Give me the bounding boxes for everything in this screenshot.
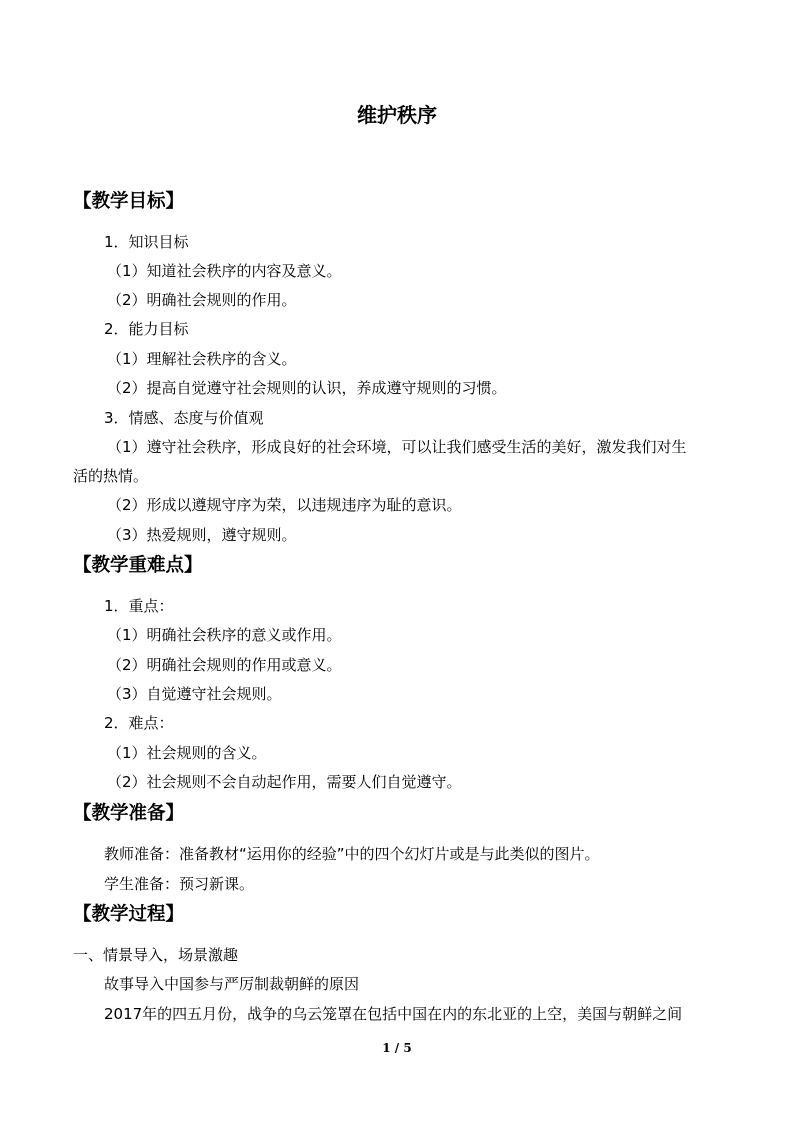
goals-line: 1．知识目标 xyxy=(104,233,189,251)
goals-line: （1）理解社会秩序的含义。 xyxy=(107,350,297,368)
keypoints-line: （2）社会规则不会自动起作用，需要人们自觉遵守。 xyxy=(107,773,462,791)
goals-line: 3．情感、态度与价值观 xyxy=(104,409,264,427)
goals-line: （3）热爱规则，遵守规则。 xyxy=(107,526,297,544)
prep-line: 教师准备：准备教材“运用你的经验”中的四个幻灯片或是与此类似的图片。 xyxy=(104,845,600,863)
goals-line: 2．能力目标 xyxy=(104,320,189,338)
keypoints-line: （3）自觉遵守社会规则。 xyxy=(107,685,282,703)
process-line: 一、情景导入，场景激趣 xyxy=(73,946,239,964)
goals-line: （2）形成以遵规守序为荣，以违规违序为耻的意识。 xyxy=(107,496,462,514)
document-title: 维护秩序 xyxy=(357,103,437,127)
keypoints-line: （1）明确社会秩序的意义或作用。 xyxy=(107,626,342,644)
section-heading-process: 【教学过程】 xyxy=(73,904,185,925)
keypoints-line: （2）明确社会规则的作用或意义。 xyxy=(107,656,342,674)
page-number: 1 / 5 xyxy=(382,1041,412,1055)
keypoints-line: 2．难点： xyxy=(104,714,174,732)
section-heading-keypoints: 【教学重难点】 xyxy=(73,555,203,576)
keypoints-line: 1．重点： xyxy=(104,597,174,615)
goals-line: （1）知道社会秩序的内容及意义。 xyxy=(107,262,342,280)
process-line: 故事导入中国参与严厉制裁朝鲜的原因 xyxy=(104,975,360,993)
goals-line: 活的热情。 xyxy=(73,467,149,485)
goals-line: （2）明确社会规则的作用。 xyxy=(107,291,297,309)
section-heading-prep: 【教学准备】 xyxy=(73,803,185,824)
process-line: 2017年的四五月份，战争的乌云笼罩在包括中国在内的东北亚的上空，美国与朝鲜之间 xyxy=(104,1005,683,1023)
goals-line: （1）遵守社会秩序，形成良好的社会环境，可以让我们感受生活的美好，激发我们对生 xyxy=(107,438,687,456)
keypoints-line: （1）社会规则的含义。 xyxy=(107,744,267,762)
prep-line: 学生准备：预习新课。 xyxy=(104,875,255,893)
section-heading-goals: 【教学目标】 xyxy=(73,191,185,212)
goals-line: （2）提高自觉遵守社会规则的认识，养成遵守规则的习惯。 xyxy=(107,379,507,397)
